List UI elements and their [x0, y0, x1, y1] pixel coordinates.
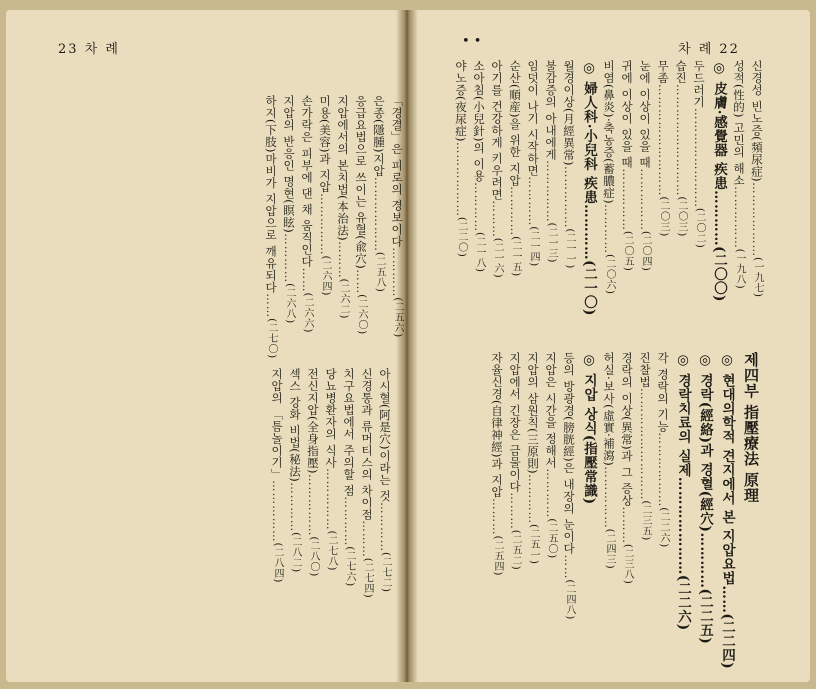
toc-page-number: (二〇三): [676, 196, 687, 237]
toc-leader-dots: ………………: [750, 182, 764, 258]
toc-page-number: (二六八): [284, 283, 295, 324]
toc-entry-title: 지압의 삼원칙(三原則): [526, 352, 540, 475]
toc-leader-dots: …………: [288, 482, 302, 533]
toc-page-number: (二一六): [492, 237, 503, 279]
toc-entry-title: 섹스 강화 비법(秘法): [288, 368, 302, 483]
toc-page-number: (二七八): [326, 530, 337, 571]
toc-entry-title: 지압의 「틈놀이기」: [270, 368, 284, 481]
toc-leader-dots: ……………………: [692, 108, 706, 208]
toc-entry: [600, 352, 618, 652]
toc-page-number: (二一一): [564, 228, 575, 269]
toc-page-number: (二三五): [640, 500, 651, 541]
left-page-header: 23 차 례: [58, 42, 120, 57]
toc-leader-dots: …………: [697, 532, 713, 589]
toc-entry-title: ◎ 경락치료의 실제: [675, 352, 691, 477]
toc-entry-title: ◎ 현대의학적 견지에서 본 지압요법: [719, 352, 735, 586]
toc-section-heading: [578, 60, 600, 330]
toc-entry-title: ◎ 경락(經絡)과 경혈(經穴): [697, 352, 713, 533]
toc-page-number: (二〇三): [658, 196, 669, 237]
toc-entry: [600, 60, 618, 330]
toc-page-number: (二六四): [320, 255, 331, 296]
toc-entry: [524, 60, 542, 330]
toc-entry: [334, 95, 352, 330]
toc-entry: [618, 60, 636, 330]
toc-leader-dots: ……………: [318, 193, 332, 256]
toc-leader-dots: ……: [719, 585, 735, 614]
toc-leader-dots: ……………: [732, 186, 746, 249]
toc-entry: [560, 352, 578, 652]
toc-section-heading: [716, 352, 738, 670]
toc-entry-title: ◎ 皮膚·感覺器 疾患: [711, 60, 727, 191]
toc-block-left-upper: [246, 95, 406, 359]
toc-page-number: (二八〇): [308, 536, 319, 577]
toc-block-right-lower: [408, 352, 764, 670]
toc-entry-title: ◎ 婦人科·小兒科 疾患: [581, 60, 597, 205]
toc-block-left-lower: [258, 368, 394, 653]
toc-page-number: (二七〇): [266, 318, 277, 359]
toc-page-number: (二二六): [675, 574, 691, 631]
toc-page-number: (二八四): [272, 542, 283, 583]
toc-entry-title: 월경이상(月經異常): [562, 60, 576, 166]
toc-entry-title: 당뇨병환자의 식사: [324, 368, 338, 469]
toc-page-number: (二五二): [510, 529, 521, 571]
right-page-header: 차 례 22: [678, 42, 740, 57]
toc-page-number: (二七四): [362, 557, 373, 599]
toc-entry-title: 자율신경(自律神經)과 지압: [490, 352, 504, 499]
toc-leader-dots: ……………: [270, 480, 284, 543]
toc-leader-dots: …………: [711, 190, 727, 247]
toc-page-number: (二六六): [302, 292, 313, 333]
toc-leader-dots: …………………: [675, 476, 691, 575]
toc-entry-title: 아기를 건강하게 키우려면: [490, 60, 504, 201]
toc-entry-title: 각 경락의 기능: [656, 352, 670, 433]
toc-entry: [560, 60, 578, 330]
toc-leader-dots: …………: [378, 502, 392, 553]
toc-page-number: (二一四): [528, 226, 539, 267]
toc-entry: [316, 95, 334, 330]
toc-entry-title: 무좀: [656, 60, 670, 84]
toc-entry: [470, 60, 488, 330]
toc-entry-title: 순산(順産)을 위한 지압: [508, 60, 522, 187]
toc-entry-title: 지압에서의 본치법(本治法): [336, 95, 350, 242]
toc-entry-title: 지압의 반응인 명현(瞑眩): [282, 95, 296, 234]
toc-leader-dots: …………: [508, 186, 522, 237]
toc-page-number: (二五六): [392, 297, 403, 338]
toc-entry: [506, 352, 524, 652]
toc-entry: [524, 352, 542, 652]
toc-page-number: (二七二): [380, 552, 391, 593]
toc-leader-dots: …………: [390, 247, 404, 298]
toc-entry-title: 지압은 시간을 정해서: [544, 352, 558, 469]
toc-entry-title: 제四부 指壓療法 原理: [742, 352, 760, 503]
toc-entry-title: 은종(隱腫)지압: [372, 95, 386, 177]
toc-leader-dots: …………: [526, 176, 540, 227]
spine-marks: • •: [462, 34, 482, 49]
toc-entry-title: 소아침(小兒針)의 이용: [472, 60, 486, 183]
toc-page-number: (二一八): [474, 232, 485, 273]
toc-entry: [452, 60, 470, 330]
toc-page-number: (二五〇): [546, 518, 557, 559]
toc-entry-title: 허실·보사(虛實·補瀉): [602, 352, 616, 467]
toc-entry-title: 경락의 이상(異常)과 그 증상: [620, 352, 634, 507]
toc-entry: [690, 60, 708, 330]
toc-entry: [376, 368, 394, 653]
toc-page-number: (二一〇): [581, 260, 597, 316]
toc-entry-title: 야노증(夜尿症): [454, 60, 468, 142]
toc-entry: [506, 60, 524, 330]
toc-page-number: (二二〇): [456, 216, 467, 258]
toc-leader-dots: …………: [526, 474, 540, 525]
toc-page-number: (二五八): [374, 251, 385, 293]
toc-leader-dots: ………: [360, 520, 374, 558]
toc-leader-dots: ……………: [562, 165, 576, 229]
toc-leader-dots: ……………: [620, 168, 634, 231]
toc-page-number: (一九八): [734, 248, 745, 290]
toc-leader-dots: ……………: [638, 168, 652, 231]
toc-entry: [748, 60, 766, 330]
toc-entry: [358, 368, 376, 653]
toc-entry-title: 임덧이 나기 시작하면: [526, 60, 540, 177]
toc-entry-title: 두드러기: [692, 60, 706, 108]
toc-leader-dots: ……………: [544, 160, 558, 223]
toc-entry-title: 등의 방광경(膀胱經)은 내장의 눈이다: [562, 352, 576, 555]
toc-page-number: (二〇〇): [711, 246, 727, 302]
toc-entry: [488, 60, 506, 330]
toc-leader-dots: …………: [581, 204, 597, 261]
toc-entry-title: 「경결」은 피로의 경보이다: [390, 95, 404, 248]
toc-page-number: (二七六): [344, 546, 355, 587]
toc-entry: [298, 95, 316, 333]
toc-entry: [322, 368, 340, 653]
toc-entry-title: 지압에서 긴장은 금물이다: [508, 352, 522, 493]
toc-page-number: (二六〇): [356, 294, 367, 335]
toc-page-number: (二五一): [528, 524, 539, 565]
toc-page-number: (二二五): [697, 588, 713, 645]
toc-leader-dots: ……………: [602, 466, 616, 529]
toc-page-number: (二一五): [510, 236, 521, 277]
toc-entry-title: 치구요법에서 주의할 점: [342, 368, 356, 497]
toc-entry: [618, 352, 636, 652]
toc-leader-dots: ……: [264, 293, 278, 319]
toc-entry: [654, 352, 672, 652]
toc-leader-dots: ……………: [306, 473, 320, 537]
toc-page-number: (二五四): [492, 535, 503, 576]
toc-entry: [370, 95, 388, 330]
toc-entry: [268, 368, 286, 653]
toc-entry-title: 손가락은 피부에 댄 채 움직인다: [300, 95, 314, 268]
toc-leader-dots: ………: [490, 498, 504, 536]
toc-section-heading: [738, 352, 764, 652]
toc-leader-dots: ………………………: [656, 84, 670, 197]
toc-section-heading: [672, 352, 694, 652]
toc-entry-title: 성적(性的) 고민의 해소: [732, 60, 746, 187]
toc-entry: [304, 368, 322, 653]
toc-entry-title: 신경통과 류머티스의 차이점: [360, 368, 374, 521]
toc-leader-dots: …………: [282, 233, 296, 284]
toc-entry-title: 응급요법으로 쓰이는 유혈(兪穴): [354, 95, 368, 270]
toc-entry: [352, 95, 370, 335]
toc-entry-title: 눈에 이상이 있을 때: [638, 60, 652, 169]
toc-page-number: (二六二): [338, 278, 349, 319]
toc-entry-title: 불감증의 아내에게: [544, 60, 558, 161]
toc-entry-title: 귀에 이상이 있을 때: [620, 60, 634, 169]
toc-entry-title: 진찰법: [638, 352, 652, 388]
toc-leader-dots: ………: [508, 492, 522, 530]
toc-leader-dots: …………: [544, 468, 558, 519]
toc-leader-dots: ………………: [372, 176, 386, 252]
toc-section-heading: [708, 60, 730, 330]
toc-entry: [340, 368, 358, 653]
toc-leader-dots: …………: [472, 182, 486, 233]
toc-entry: [286, 368, 304, 653]
toc-leader-dots: …………: [602, 204, 616, 255]
toc-section-heading: [578, 352, 600, 652]
toc-page-number: (二一三): [546, 222, 557, 263]
toc-page-number: (二二四): [719, 613, 735, 670]
toc-page-number: (二〇六): [604, 254, 615, 295]
toc-entry-title: 하지(下肢)마비가 지압으로 깨유되다: [264, 95, 278, 294]
toc-entry-title: 미용(美容)과 지압: [318, 95, 332, 194]
toc-page-number: (二三八): [622, 543, 633, 585]
toc-entry: [388, 95, 406, 338]
toc-page-number: (二〇二): [694, 208, 705, 249]
toc-section-heading: [694, 352, 716, 652]
toc-page-number: (二四八): [564, 579, 575, 620]
toc-page-number: (二二六): [658, 507, 669, 548]
toc-leader-dots: ……………: [324, 468, 338, 531]
toc-leader-dots: ………: [490, 200, 504, 238]
toc-entry-title: 신경성 빈노증(頻尿症): [750, 60, 764, 183]
toc-entry: [542, 60, 560, 330]
toc-block-right-upper: [406, 60, 766, 330]
toc-entry-title: 습진: [674, 60, 688, 84]
toc-entry: [672, 60, 690, 330]
toc-leader-dots: ………………: [454, 141, 468, 217]
toc-page-number: (二〇四): [640, 230, 651, 272]
toc-entry: [730, 60, 748, 330]
toc-entry-title: ◎ 지압 상식(指壓常識): [581, 352, 597, 505]
toc-leader-dots: ………………………: [638, 388, 652, 501]
toc-page-number: (一九七): [752, 257, 763, 298]
toc-leader-dots: ………………………: [674, 84, 688, 197]
toc-leader-dots: ………………: [656, 432, 670, 508]
toc-leader-dots: …………: [342, 496, 356, 547]
toc-entry: [636, 352, 654, 652]
toc-leader-dots: ………: [336, 241, 350, 279]
toc-entry: [654, 60, 672, 330]
toc-leader-dots: ……: [562, 554, 576, 580]
toc-entry: [636, 60, 654, 330]
toc-entry: [488, 352, 506, 652]
toc-entry-title: 전신지압(全身指壓): [306, 368, 320, 474]
toc-leader-dots: ………: [620, 506, 634, 544]
toc-leader-dots: ……: [300, 267, 314, 293]
toc-entry: [280, 95, 298, 330]
toc-page-number: (二八二): [290, 532, 301, 573]
toc-page-number: (二四三): [604, 528, 615, 570]
toc-entry-title: 비염(鼻炎)·축농증(蓄膿症): [602, 60, 616, 205]
toc-entry: [542, 352, 560, 652]
toc-page-number: (二〇五): [622, 230, 633, 272]
toc-leader-dots: ……: [354, 269, 368, 295]
toc-entry-title: 아시혈(阿是穴)이라는 것: [378, 368, 392, 503]
toc-entry: [262, 95, 280, 359]
